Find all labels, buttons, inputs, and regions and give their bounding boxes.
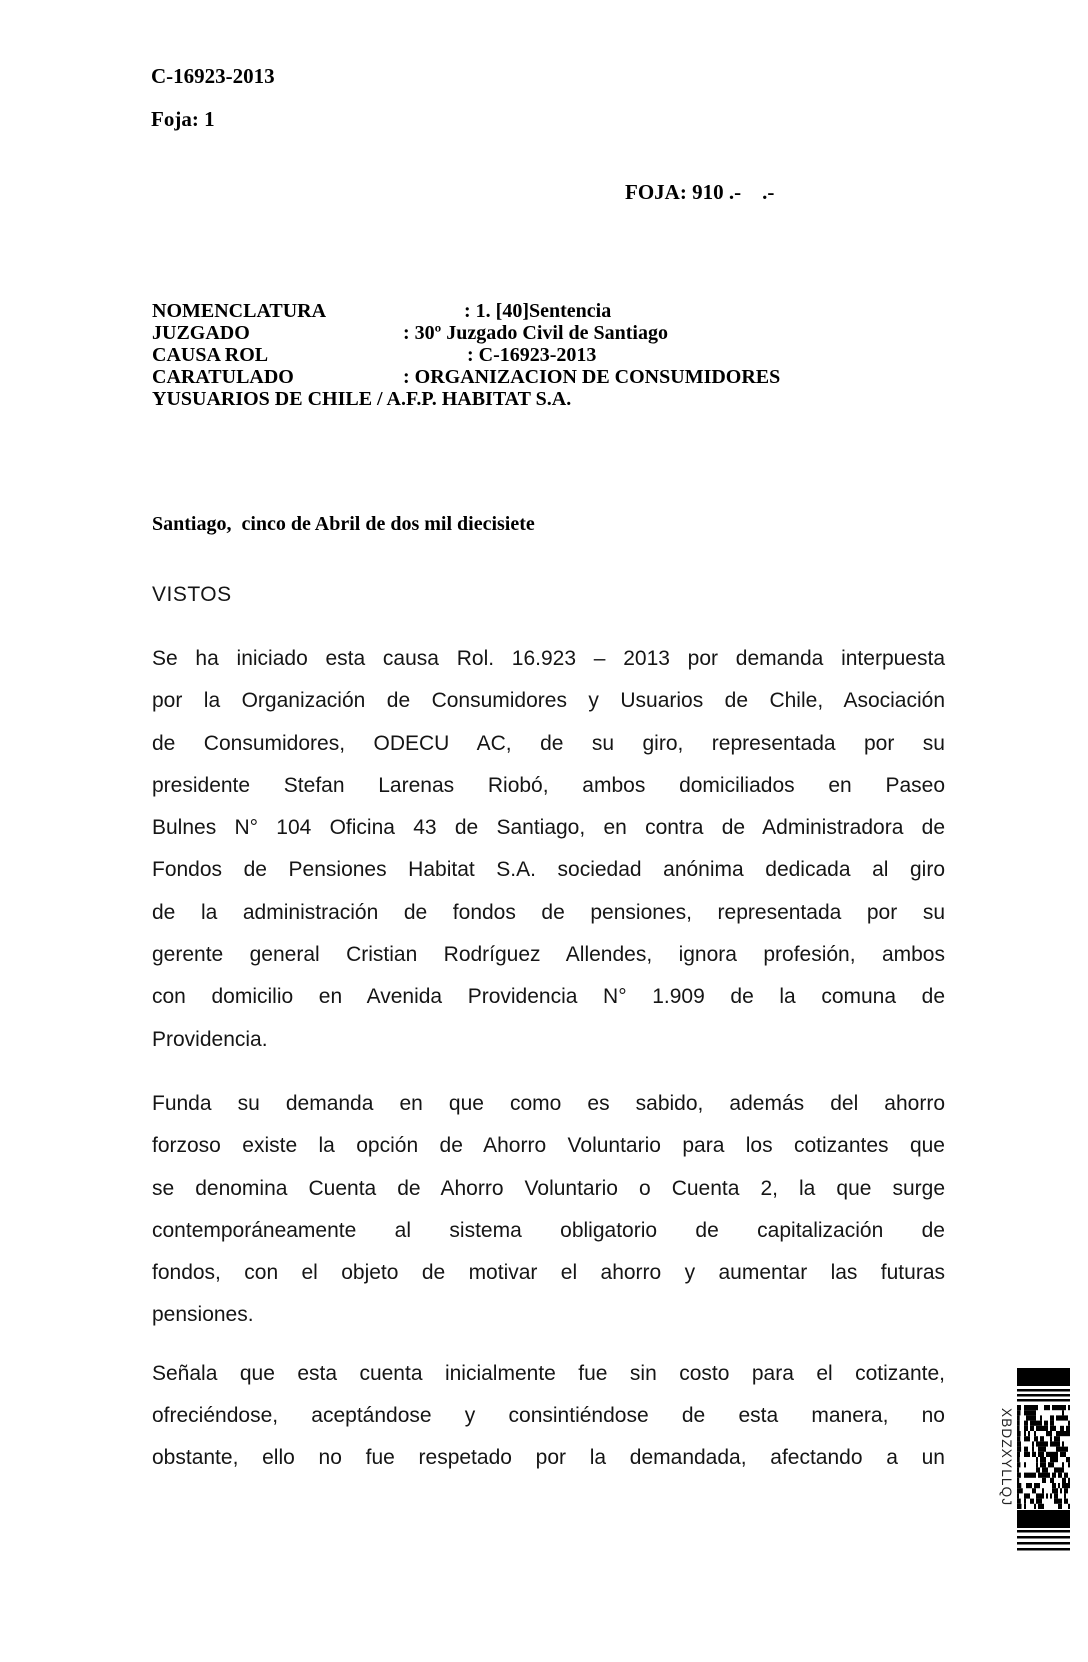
text-line: Fondos de Pensiones Habitat S.A. sociedad anónima dedicada al giro [152, 858, 945, 882]
text-line: por la Organización de Consumidores y Usuarios de Chile, Asociación [152, 689, 945, 713]
metadata-label: CARATULADO [152, 366, 294, 388]
text-line: Bulnes N° 104 Oficina 43 de Santiago, en contra de Administradora de [152, 816, 945, 840]
text-line: pensiones. [152, 1303, 254, 1327]
metadata-value: : C-16923-2013 [467, 344, 597, 366]
metadata-row-nomenclatura [152, 300, 952, 322]
text-line: presidente Stefan Larenas Riobó, ambos domiciliados en Paseo [152, 773, 945, 797]
metadata-label: JUZGADO [152, 322, 250, 344]
foja-header: FOJA: 910 .- .- [625, 180, 775, 204]
text-line: gerente general Cristian Rodríguez Allendes, ignora profesión, ambos [152, 943, 945, 967]
barcode-text: XBDZXYLLQJ [999, 1408, 1014, 1507]
foja-label: Foja: 1 [151, 107, 215, 131]
text-line: de la administración de fondos de pensiones, representada por su [152, 900, 945, 924]
text-line: Funda su demanda en que como es sabido, además del ahorro [152, 1091, 945, 1115]
barcode-top-block [1017, 1368, 1070, 1386]
body-paragraph-3 [152, 1353, 945, 1480]
metadata-continuation: YUSUARIOS DE CHILE / A.F.P. HABITAT S.A. [152, 388, 572, 410]
metadata-value: : 1. [40]Sentencia [464, 300, 612, 322]
text-line: contemporáneamente al sistema obligatorio de capitalización de [152, 1218, 945, 1242]
metadata-value: : 30º Juzgado Civil de Santiago [403, 322, 668, 344]
barcode-top-stripes [1017, 1389, 1070, 1404]
date-line: Santiago, cinco de Abril de dos mil diecisiete [152, 513, 535, 535]
case-number: C-16923-2013 [151, 64, 275, 88]
text-line: Señala que esta cuenta inicialmente fue sin costo para el cotizante, [152, 1361, 945, 1385]
body-paragraph-2 [152, 1083, 945, 1337]
metadata-row-causa-rol [152, 344, 952, 366]
text-line: forzoso existe la opción de Ahorro Voluntario para los cotizantes que [152, 1134, 945, 1158]
text-line: Se ha iniciado esta causa Rol. 16.923 – 2013 por demanda interpuesta [152, 647, 945, 670]
text-line: con domicilio en Avenida Providencia N° 1.909 de la comuna de [152, 985, 945, 1009]
section-heading-vistos: VISTOS [152, 583, 232, 606]
body-text [152, 638, 945, 1480]
text-line: obstante, ello no fue respetado por la demandada, afectando a un [152, 1446, 945, 1470]
metadata-label: CAUSA ROL [152, 344, 269, 366]
barcode-bottom-block [1017, 1510, 1070, 1528]
metadata-label: NOMENCLATURA [152, 300, 327, 322]
text-line: se denomina Cuenta de Ahorro Voluntario o Cuenta 2, la que surge [152, 1176, 945, 1200]
metadata-row-caratulado [152, 366, 952, 388]
text-line: fondos, con el objeto de motivar el ahorro y aumentar las futuras [152, 1261, 945, 1285]
metadata-value: : ORGANIZACION DE CONSUMIDORES [403, 366, 781, 388]
metadata-row-juzgado [152, 322, 952, 344]
case-metadata [152, 300, 952, 410]
barcode-bottom-stripes [1017, 1530, 1070, 1554]
barcode-2d-pattern [1017, 1405, 1070, 1509]
text-line: Providencia. [152, 1027, 268, 1051]
text-line: de Consumidores, ODECU AC, de su giro, representada por su [152, 731, 945, 755]
body-paragraph-1 [152, 638, 945, 1061]
text-line: ofreciéndose, aceptándose y consintiéndose de esta manera, no [152, 1404, 945, 1428]
document-barcode-icon [1017, 1368, 1070, 1554]
